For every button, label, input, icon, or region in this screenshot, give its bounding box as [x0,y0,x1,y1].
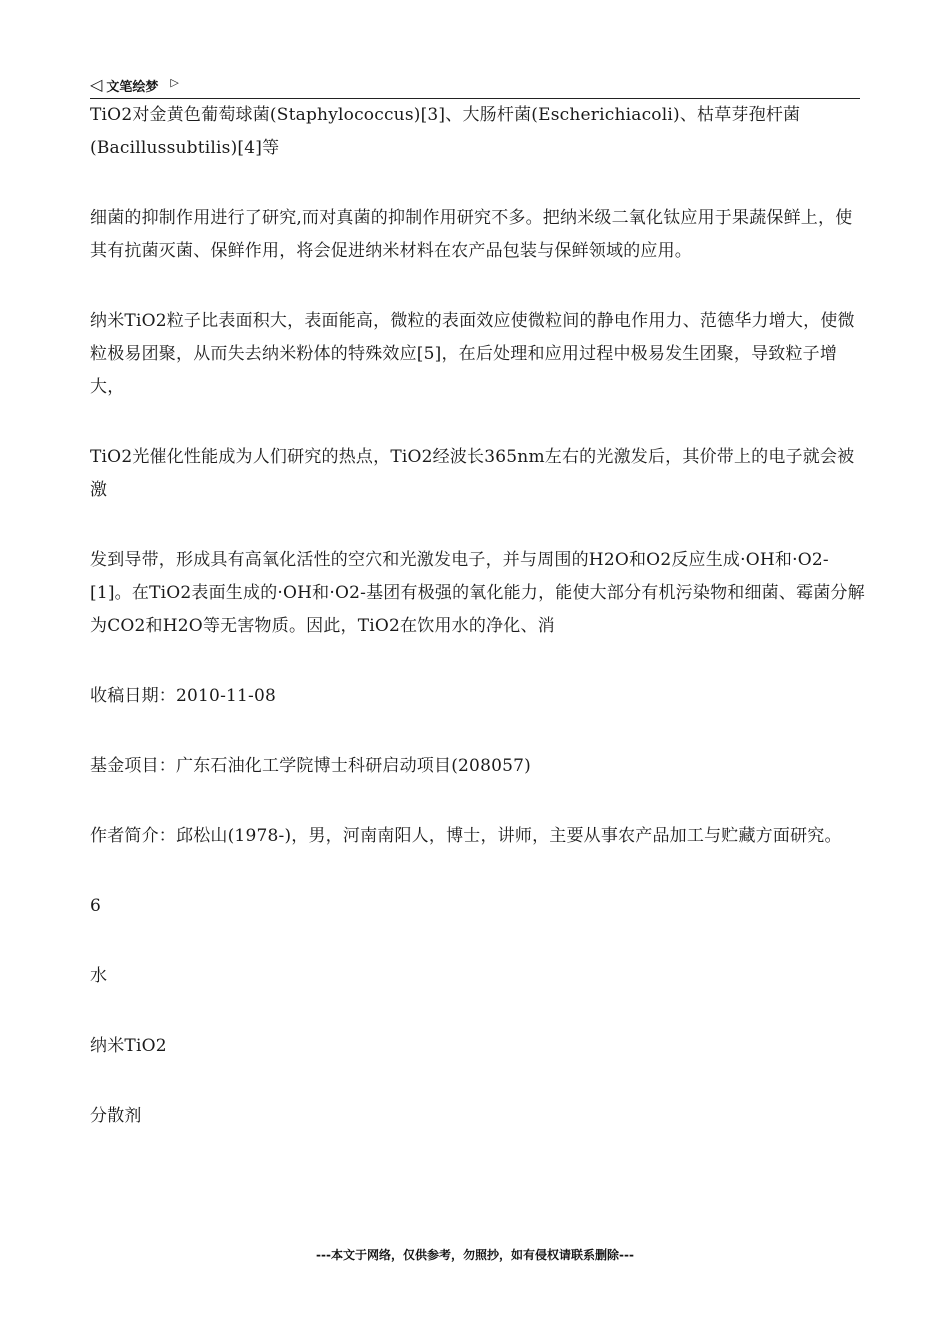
paragraph-2: 细菌的抑制作用进行了研究,而对真菌的抑制作用研究不多。把纳米级二氧化钛应用于果蔬保鲜上，使其有抗菌灭菌、保鲜作用，将会促进纳米材料在农产品包装与保鲜领域的应用。 [90,208,853,261]
received-date: 收稿日期：2010-11-08 [90,686,277,706]
page-header [90,74,860,99]
paragraph-1: TiO2对金黄色葡萄球菌(Staphylococcus)[3]、大肠杆菌(Escherichiacoli)、枯草芽孢杆菌(Bacillussubtilis)[4]等 [90,105,801,158]
header-brand [90,74,179,96]
paragraph-4: TiO2光催化性能成为人们研究的热点，TiO2经波长365nm左右的光激发后，其价带上的电子就会被激 [90,447,855,500]
paragraph-5: 发到导带，形成具有高氧化活性的空穴和光激发电子，并与周围的H2O和O2反应生成·OH和·O2-[1]。在TiO2表面生成的·OH和·O2-基团有极强的氧化能力，能使大部分有机污染物和细菌、霉菌分解为CO2和H2O等无害物质。因此，TiO2在饮用水的净化、消 [90,550,865,636]
fund-project: 基金项目：广东石油化工学院博士科研启动项目(208057) [90,756,531,776]
triangle-right-icon: ▷ [170,75,179,89]
footer-notice: ---本文于网络，仅供参考，勿照抄，如有侵权请联系删除--- [316,1248,634,1262]
figure-label-dispersant: 分散剂 [90,1106,142,1126]
figure-label-6: 6 [90,896,102,916]
author-bio: 作者简介：邱松山(1978-)，男，河南南阳人，博士，讲师，主要从事农产品加工与贮藏方面研究。 [90,826,842,846]
triangle-left-icon: ◁ [90,75,103,94]
figure-label-nano-tio2: 纳米TiO2 [90,1036,167,1056]
figure-label-water: 水 [90,966,108,986]
paragraph-3: 纳米TiO2粒子比表面积大，表面能高，微粒的表面效应使微粒间的静电作用力、范德华力增大，使微粒极易团聚，从而失去纳米粉体的特殊效应[5]，在后处理和应用过程中极易发生团聚，导致粒子增大， [90,311,855,397]
document-body [90,99,865,1133]
brand-name: 文笔绘梦 [106,79,159,95]
